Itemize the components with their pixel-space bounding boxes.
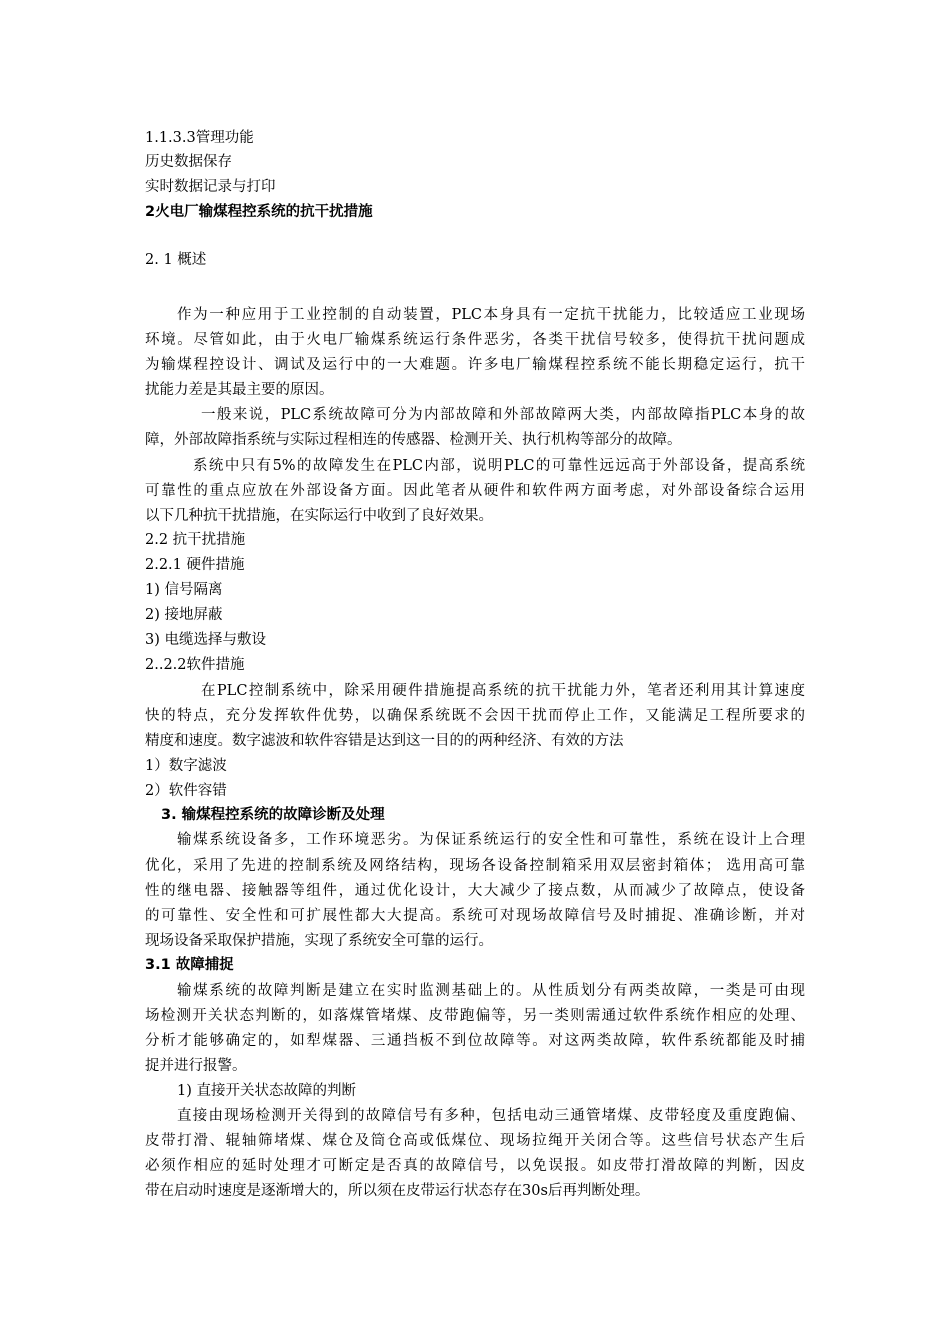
list-item: 2）软件容错: [145, 783, 227, 799]
section-heading-1-1-3-3: 1.1.3.3管理功能: [145, 130, 254, 146]
paragraph-line: 可靠性的重点应放在外部设备方面。因此笔者从硬件和软件两方面考虑，对外部设备综合运用: [145, 483, 805, 499]
paragraph-line: 皮带打滑、辊轴筛堵煤、煤仓及筒仓高或低煤位、现场拉绳开关闭合等。这些信号状态产生后: [145, 1133, 805, 1149]
paragraph-line: 在PLC控制系统中，除采用硬件措施提高系统的抗干扰能力外，笔者还利用其计算速度: [201, 683, 805, 699]
list-item: 2) 接地屏蔽: [145, 607, 223, 623]
paragraph-line: 为输煤程控设计、调试及运行中的一大难题。许多电厂输煤程控系统不能长期稳定运行，抗干: [145, 357, 805, 373]
paragraph-line: 精度和速度。数字滤波和软件容错是达到这一目的的两种经济、有效的方法: [145, 733, 624, 749]
list-item: 1) 信号隔离: [145, 582, 223, 598]
paragraph-line: 一般来说，PLC系统故障可分为内部故障和外部故障两大类，内部故障指PLC本身的故: [201, 407, 805, 423]
paragraph-line: 的可靠性、安全性和可扩展性都大大提高。系统可对现场故障信号及时捕捉、准确诊断，并对: [145, 908, 805, 924]
section-heading-2-2-2: 2..2.2软件措施: [145, 657, 245, 673]
list-item: 3) 电缆选择与敷设: [145, 632, 266, 648]
paragraph-line: 障，外部故障指系统与实际过程相连的传感器、检测开关、执行机构等部分的故障。: [145, 432, 682, 448]
paragraph-line: 优化，采用了先进的控制系统及网络结构，现场各设备控制箱采用双层密封箱体； 选用高可靠: [145, 858, 805, 874]
paragraph-line: 快的特点，充分发挥软件优势，以确保系统既不会因干扰而停止工作，又能满足工程所要求的: [145, 708, 805, 724]
paragraph-line: 性的继电器、接触器等组件，通过优化设计，大大减少了接点数，从而减少了故障点，使设备: [145, 883, 805, 899]
section-heading-2-1: 2. 1 概述: [145, 252, 207, 268]
paragraph-line: 场检测开关状态判断的，如落煤管堵煤、皮带跑偏等，另一类则需通过软件系统作相应的处理、: [145, 1008, 805, 1024]
list-item-realtime-record: 实时数据记录与打印: [145, 179, 276, 195]
list-item-history-data: 历史数据保存: [145, 154, 232, 170]
paragraph-line: 分析才能够确定的，如犁煤器、三通挡板不到位故障等。对这两类故障，软件系统都能及时捕: [145, 1033, 805, 1049]
paragraph-line: 带在启动时速度是逐渐增大的，所以须在皮带运行状态存在30s后再判断处理。: [145, 1183, 650, 1199]
paragraph-line: 作为一种应用于工业控制的自动装置，PLC本身具有一定抗干扰能力，比较适应工业现场: [177, 307, 805, 323]
chapter-heading-3: 3. 输煤程控系统的故障诊断及处理: [161, 807, 385, 823]
paragraph-line: 现场设备采取保护措施，实现了系统安全可靠的运行。: [145, 933, 493, 949]
paragraph-line: 必须作相应的延时处理才可断定是否真的故障信号，以免误报。如皮带打滑故障的判断，因皮: [145, 1158, 805, 1174]
section-heading-2-2: 2.2 抗干扰措施: [145, 532, 246, 548]
paragraph-line: 输煤系统设备多，工作环境恶劣。为保证系统运行的安全性和可靠性，系统在设计上合理: [177, 832, 805, 848]
chapter-heading-2: 2火电厂输煤程控系统的抗干扰措施: [145, 204, 373, 220]
paragraph-line: 扰能力差是其最主要的原因。: [145, 382, 334, 398]
paragraph-line: 以下几种抗干扰措施，在实际运行中收到了良好效果。: [145, 508, 493, 524]
paragraph-line: 输煤系统的故障判断是建立在实时监测基础上的。从性质划分有两类故障，一类是可由现: [177, 983, 805, 999]
paragraph-line: 环境。尽管如此，由于火电厂输煤系统运行条件恶劣，各类干扰信号较多，使得抗干扰问题成: [145, 332, 805, 348]
paragraph-line: 捉并进行报警。: [145, 1058, 247, 1074]
section-heading-2-2-1: 2.2.1 硬件措施: [145, 557, 245, 573]
paragraph-line: 直接由现场检测开关得到的故障信号有多种，包括电动三通管堵煤、皮带轻度及重度跑偏、: [177, 1108, 805, 1124]
section-heading-3-1: 3.1 故障捕捉: [145, 957, 234, 973]
subheading-direct-switch: 1) 直接开关状态故障的判断: [177, 1083, 356, 1099]
list-item: 1）数字滤波: [145, 758, 227, 774]
paragraph-line: 系统中只有5%的故障发生在PLC内部，说明PLC的可靠性远远高于外部设备，提高系统: [193, 458, 805, 474]
